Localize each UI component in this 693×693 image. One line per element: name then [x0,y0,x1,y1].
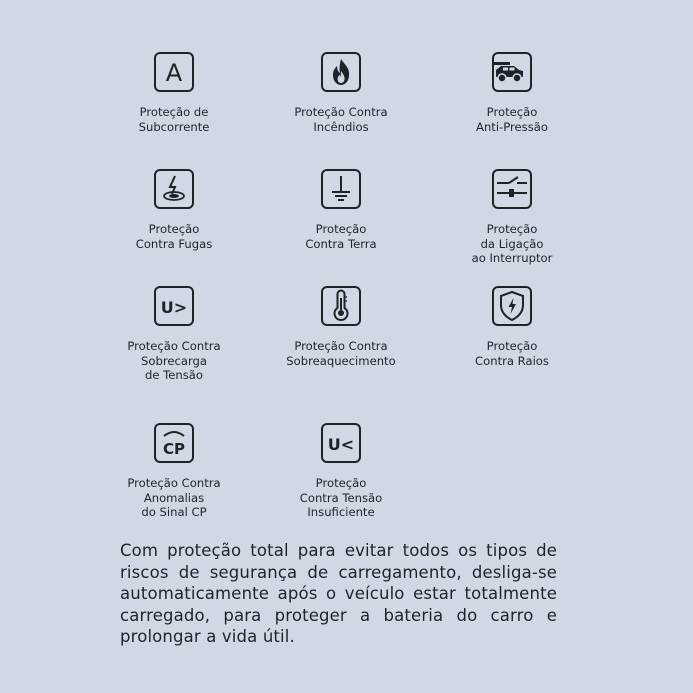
thermometer-icon [321,286,361,326]
feature-ground [256,169,426,251]
cp-icon-text: CP [162,440,186,458]
feature-cp-signal [89,423,259,520]
feature-label: Proteção Contra Sobreaquecimento [286,339,396,368]
feature-label: Proteção Contra Raios [475,339,549,368]
description-text: Com proteção total para evitar todos os tipos de riscos de segurança de carregamento, desliga-se automaticamente após o veículo estar totalmente carregado, para proteger a bateria do carro e prolongar a vida útil. [120,541,557,646]
feature-overheat [256,286,426,368]
switch-connection-icon [492,169,532,209]
feature-label: Proteção Contra Tensão Insuficiente [299,476,383,519]
cp-signal-icon [154,423,194,463]
ground-icon [321,169,361,209]
fire-icon [321,52,361,92]
feature-label: Proteção Contra Terra [305,222,377,251]
feature-undercurrent [89,52,259,134]
feature-label: Proteção da Ligação ao Interruptor [471,222,553,265]
overvoltage-icon [154,286,194,326]
feature-fire [256,52,426,134]
undervoltage-icon [321,423,361,463]
feature-label: Proteção Contra Fugas [135,222,213,251]
feature-label: Proteção Anti-Pressão [476,105,548,134]
lightning-shield-icon [492,286,532,326]
leakage-icon [154,169,194,209]
undervoltage-icon-text: U< [327,435,355,454]
overvoltage-icon-text: U> [160,298,188,317]
feature-label: Proteção Contra Anomalias do Sinal CP [127,476,221,519]
feature-label: Proteção Contra Sobrecarga de Tensão [127,339,221,382]
feature-label: Proteção Contra Incêndios [294,105,388,134]
car-pressure-icon [492,52,532,92]
feature-overvoltage [89,286,259,383]
feature-switch-connection [427,169,597,266]
feature-undervoltage [256,423,426,520]
undercurrent-icon [154,52,194,92]
undercurrent-icon-letter: A [165,59,183,87]
feature-label: Proteção de Subcorrente [138,105,210,134]
feature-leakage [89,169,259,251]
feature-anti-pressure [427,52,597,134]
feature-lightning [427,286,597,368]
